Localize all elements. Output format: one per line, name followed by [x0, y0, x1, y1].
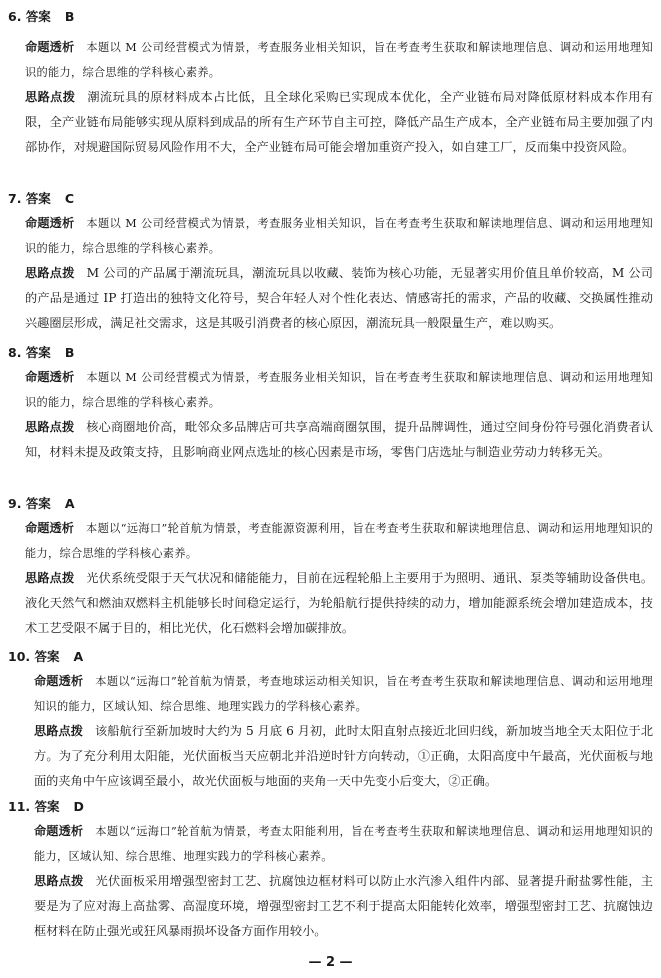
page-number: — 2 — — [308, 955, 353, 970]
hint-label: 思路点拨 — [25, 571, 75, 585]
hint-label: 思路点拨 — [25, 420, 75, 434]
question-7-answer: C — [64, 191, 74, 206]
question-6-number: 6. 答案 — [8, 9, 51, 24]
question-8-header — [8, 345, 74, 361]
analysis-label: 命题透析 — [25, 370, 75, 384]
analysis-text: 本题以 M 公司经营模式为情景，考查服务业相关知识，旨在考查考生获取和解读地理信息、调动和运用地理知识的能力，综合思维的学科核心素养。 — [25, 41, 653, 79]
analysis-text: 本题以 M 公司经营模式为情景，考查服务业相关知识，旨在考查考生获取和解读地理信息、调动和运用地理知识的能力，综合思维的学科核心素养。 — [25, 217, 653, 255]
question-11-header — [8, 799, 84, 815]
question-11-analysis — [34, 819, 653, 869]
question-10-analysis — [34, 669, 653, 719]
question-8-analysis — [25, 365, 653, 415]
question-7-analysis — [25, 211, 653, 261]
question-10-hint — [34, 719, 653, 794]
hint-text: 该船航行至新加坡时大约为 5 月底 6 月初，此时太阳直射点接近北回归线，新加坡当地全天太阳位于北方。为了充分利用太阳能，光伏面板当天应朝北并沿逆时针方向转动，①正确，太阳高度中午最高，光伏面板与地面的夹角中午应该调至最小，故光伏面板与地面的夹角一天中先变小后变大，②正确。 — [34, 724, 653, 788]
hint-text: 光伏系统受限于天气状况和储能能力，目前在远程轮船上主要用于为照明、通讯、泵类等辅助设备供电。液化天然气和燃油双燃料主机能够长时间稳定运行，为轮船航行提供持续的动力，增加能源系统会增加建造成本，技术工艺受限不属于目的，相比光伏，化石燃料会增加碳排放。 — [25, 571, 653, 635]
question-7-hint — [25, 261, 653, 336]
question-11-hint — [34, 869, 653, 944]
analysis-label: 命题透析 — [34, 824, 84, 838]
question-9-analysis — [25, 516, 653, 566]
hint-text: M 公司的产品属于潮流玩具，潮流玩具以收藏、装饰为核心功能，无显著实用价值且单价较高，M 公司的产品是通过 IP 打造出的独特文化符号，契合年轻人对个性化表达、情感寄托的需求，产品的收藏、交换属性推动兴趣圈层形成，满足社交需求，这是其吸引消费者的核心原因，潮流玩具一般限量生产，难以购买。 — [25, 266, 653, 330]
analysis-label: 命题透析 — [25, 521, 75, 535]
question-7-number: 7. 答案 — [8, 191, 51, 206]
question-10-number: 10. 答案 — [8, 649, 60, 664]
analysis-text: 本题以“远海口”轮首航为情景，考查地球运动相关知识，旨在考查考生获取和解读地理信息、调动和运用地理知识的能力，区域认知、综合思维、地理实践力的学科核心素养。 — [34, 675, 653, 713]
hint-label: 思路点拨 — [25, 266, 75, 280]
question-9-hint — [25, 566, 653, 641]
question-6-answer: B — [64, 9, 75, 24]
analysis-label: 命题透析 — [34, 674, 84, 688]
question-9-header — [8, 496, 75, 512]
question-9-answer: A — [64, 496, 75, 511]
question-6-analysis — [25, 35, 653, 85]
analysis-text: 本题以“远海口”轮首航为情景，考查太阳能利用，旨在考查考生获取和解读地理信息、调动和运用地理知识的能力，区域认知、综合思维、地理实践力的学科核心素养。 — [34, 825, 653, 863]
question-8-number: 8. 答案 — [8, 345, 51, 360]
question-6-hint — [25, 85, 653, 185]
hint-text: 核心商圈地价高，毗邻众多品牌店可共享高端商圈氛围，提升品牌调性，通过空间身份符号强化消费者认知，材料未提及政策支持，且影响商业网点选址的核心因素是市场，零售门店选址与制造业劳动力转移无关。 — [25, 420, 653, 459]
question-7-header — [8, 191, 74, 207]
analysis-label: 命题透析 — [25, 216, 75, 230]
question-6-header — [8, 9, 74, 25]
question-10-header — [8, 649, 83, 665]
hint-label: 思路点拨 — [34, 874, 84, 888]
question-10-answer: A — [73, 649, 84, 664]
hint-label: 思路点拨 — [34, 724, 84, 738]
analysis-text: 本题以“远海口”轮首航为情景，考查能源资源利用，旨在考查考生获取和解读地理信息、调动和运用地理知识的能力，综合思维的学科核心素养。 — [25, 522, 653, 560]
hint-label: 思路点拨 — [25, 90, 76, 104]
analysis-label: 命题透析 — [25, 40, 75, 54]
hint-text: 光伏面板采用增强型密封工艺、抗腐蚀边框材料可以防止水汽渗入组件内部、显著提升耐盐雾性能，主要是为了应对海上高盐雾、高湿度环境，增强型密封工艺不利于提高太阳能转化效率，增强型密封工艺、抗腐蚀边框材料在防止强光或狂风暴雨损坏设备方面作用较小。 — [34, 874, 653, 938]
question-9-number: 9. 答案 — [8, 496, 51, 511]
question-11-answer: D — [73, 799, 84, 814]
question-11-number: 11. 答案 — [8, 799, 60, 814]
question-8-answer: B — [64, 345, 75, 360]
question-8-hint — [25, 415, 653, 490]
hint-text: 潮流玩具的原材料成本占比低，且全球化采购已实现成本优化，全产业链布局对降低原材料成本作用有限，全产业链布局能够实现从原料到成品的所有生产环节自主可控，降低产品生产成本，全产业链布局主要加强了内部协作，对规避国际贸易风险作用不大，全产业链布局可能会增加重资产投入，如自建工厂，反而集中投资风险。 — [25, 90, 653, 154]
analysis-text: 本题以 M 公司经营模式为情景，考查服务业相关知识，旨在考查考生获取和解读地理信息、调动和运用地理知识的能力，综合思维的学科核心素养。 — [25, 371, 653, 409]
